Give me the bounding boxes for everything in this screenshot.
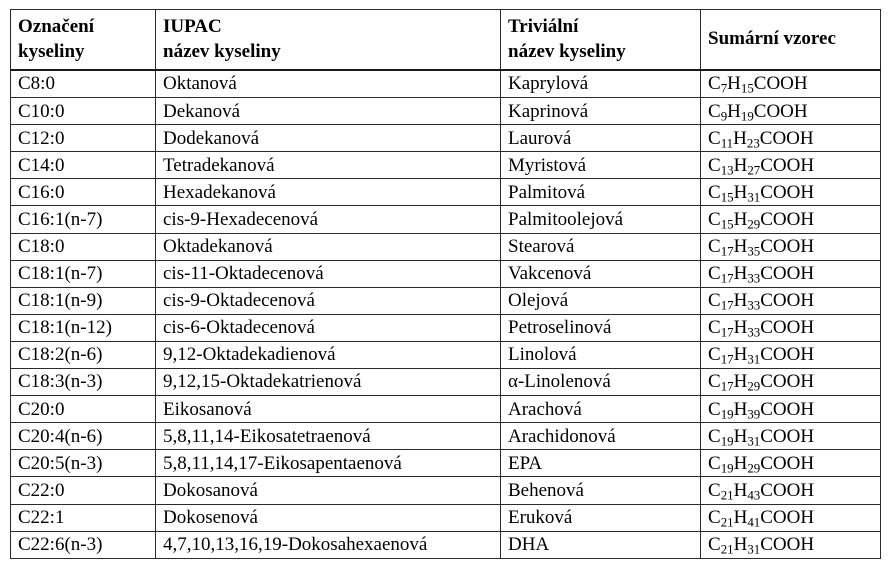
cell-iupac-name: Dekanová — [156, 98, 501, 125]
cell-trivial-name: Behenová — [501, 477, 701, 504]
formula-carbon-count: 17 — [720, 378, 734, 394]
cell-iupac-name: cis-9-Hexadecenová — [156, 206, 501, 233]
cell-summary-formula — [701, 287, 881, 314]
cell-summary-formula — [701, 260, 881, 287]
formula-hydrogen-symbol: H — [733, 452, 748, 474]
cell-trivial-name: Kaprylová — [501, 70, 701, 98]
cell-iupac-name: Dokosenová — [156, 504, 501, 531]
formula-hydrogen-count: 33 — [747, 297, 761, 313]
table-row — [11, 98, 881, 125]
cell-iupac-name: Oktanová — [156, 70, 501, 98]
formula-hydrogen-count: 35 — [747, 243, 761, 259]
formula-carbon-count: 17 — [720, 270, 734, 286]
formula-carbon-symbol: C — [708, 100, 721, 122]
formula-carboxyl-group: COOH — [760, 452, 815, 474]
cell-summary-formula — [701, 369, 881, 396]
formula-hydrogen-count: 31 — [747, 541, 761, 557]
cell-iupac-name: cis-9-Oktadecenová — [156, 287, 501, 314]
table-row — [11, 287, 881, 314]
cell-iupac-name: 5,8,11,14-Eikosatetraenová — [156, 423, 501, 450]
formula-carbon-count: 13 — [720, 162, 734, 178]
cell-summary-formula — [701, 233, 881, 260]
cell-trivial-name: Laurová — [501, 125, 701, 152]
formula-carbon-count: 15 — [720, 189, 734, 205]
cell-trivial-name: α-Linolenová — [501, 369, 701, 396]
formula-hydrogen-count: 31 — [747, 351, 761, 367]
formula-carboxyl-group: COOH — [760, 425, 815, 447]
column-header-designation — [11, 10, 156, 71]
formula-carbon-symbol: C — [708, 534, 721, 555]
formula-carbon-count: 11 — [720, 134, 734, 150]
table-row — [11, 125, 881, 152]
formula-carbon-symbol: C — [708, 73, 721, 95]
formula-hydrogen-symbol: H — [733, 127, 747, 149]
fatty-acids-table — [10, 9, 881, 559]
table-row — [11, 179, 881, 206]
formula-carbon-symbol: C — [708, 452, 721, 474]
cell-trivial-name: Stearová — [501, 233, 701, 260]
cell-summary-formula — [701, 531, 881, 558]
cell-trivial-name: Arachová — [501, 396, 701, 423]
formula-carbon-symbol: C — [708, 208, 721, 230]
formula-carbon-symbol: C — [708, 506, 721, 528]
formula-hydrogen-count: 15 — [740, 80, 754, 96]
table-row — [11, 70, 881, 98]
formula-carbon-count: 21 — [720, 487, 734, 503]
formula-carbon-symbol: C — [708, 317, 721, 339]
cell-designation: C18:1(n-7) — [11, 260, 156, 287]
cell-summary-formula — [701, 179, 881, 206]
table-row — [11, 314, 881, 341]
cell-designation: C22:0 — [11, 477, 156, 504]
formula-carboxyl-group: COOH — [760, 534, 815, 555]
cell-designation: C18:3(n-3) — [11, 369, 156, 396]
cell-summary-formula — [701, 504, 881, 531]
formula-carbon-symbol: C — [708, 398, 721, 420]
table-row — [11, 206, 881, 233]
formula-carbon-symbol: C — [708, 479, 721, 501]
table-row — [11, 477, 881, 504]
column-header-designation-line2: kyseliny — [18, 40, 85, 62]
formula-hydrogen-symbol: H — [733, 398, 748, 420]
cell-iupac-name: Dokosanová — [156, 477, 501, 504]
formula-carbon-symbol: C — [708, 371, 721, 393]
table-row — [11, 341, 881, 368]
cell-summary-formula — [701, 70, 881, 98]
cell-trivial-name: Eruková — [501, 504, 701, 531]
formula-hydrogen-count: 43 — [747, 487, 761, 503]
formula-carboxyl-group: COOH — [753, 73, 808, 95]
cell-summary-formula — [701, 477, 881, 504]
formula-hydrogen-symbol: H — [733, 208, 748, 230]
formula-carboxyl-group: COOH — [760, 371, 815, 393]
formula-carbon-symbol: C — [708, 425, 721, 447]
cell-designation: C12:0 — [11, 125, 156, 152]
formula-hydrogen-symbol: H — [733, 235, 748, 257]
cell-summary-formula — [701, 341, 881, 368]
formula-hydrogen-symbol: H — [733, 290, 748, 312]
formula-hydrogen-count: 23 — [746, 134, 760, 150]
formula-carboxyl-group: COOH — [760, 398, 815, 420]
header-row — [11, 10, 881, 71]
formula-hydrogen-count: 27 — [747, 162, 761, 178]
formula-hydrogen-symbol: H — [733, 263, 748, 285]
table-header — [11, 10, 881, 71]
cell-designation: C22:6(n-3) — [11, 531, 156, 558]
cell-iupac-name: cis-6-Oktadecenová — [156, 314, 501, 341]
formula-carboxyl-group: COOH — [760, 181, 815, 203]
formula-carboxyl-group: COOH — [760, 263, 815, 285]
formula-hydrogen-symbol: H — [733, 317, 748, 339]
formula-carbon-symbol: C — [708, 290, 721, 312]
table-row — [11, 396, 881, 423]
cell-trivial-name: Olejová — [501, 287, 701, 314]
formula-carbon-count: 9 — [720, 107, 728, 123]
formula-carbon-count: 17 — [720, 297, 734, 313]
column-header-designation-line1: Označení — [18, 16, 94, 38]
formula-carboxyl-group: COOH — [760, 154, 815, 176]
cell-designation: C18:2(n-6) — [11, 341, 156, 368]
formula-hydrogen-symbol: H — [733, 506, 748, 528]
formula-hydrogen-symbol: H — [733, 371, 748, 393]
cell-trivial-name: Palmitoolejová — [501, 206, 701, 233]
cell-summary-formula — [701, 98, 881, 125]
formula-carbon-count: 19 — [720, 432, 734, 448]
formula-hydrogen-count: 41 — [747, 514, 761, 530]
formula-carboxyl-group: COOH — [760, 344, 815, 366]
cell-trivial-name: Myristová — [501, 152, 701, 179]
formula-carbon-count: 7 — [720, 80, 728, 96]
formula-carboxyl-group: COOH — [760, 235, 815, 257]
cell-designation: C18:1(n-12) — [11, 314, 156, 341]
cell-iupac-name: 5,8,11,14,17-Eikosapentaenová — [156, 450, 501, 477]
formula-carbon-count: 17 — [720, 324, 734, 340]
formula-carbon-count: 17 — [720, 351, 734, 367]
formula-hydrogen-symbol: H — [727, 100, 741, 122]
column-header-trivial-line1: Triviální — [508, 16, 579, 38]
formula-carboxyl-group: COOH — [760, 290, 815, 312]
formula-hydrogen-count: 29 — [747, 460, 761, 476]
cell-summary-formula — [701, 396, 881, 423]
cell-trivial-name: DHA — [501, 531, 701, 558]
column-header-trivial — [501, 10, 701, 71]
table-row — [11, 369, 881, 396]
cell-iupac-name: 9,12,15-Oktadekatrienová — [156, 369, 501, 396]
cell-trivial-name: Arachidonová — [501, 423, 701, 450]
cell-designation: C14:0 — [11, 152, 156, 179]
cell-iupac-name: Oktadekanová — [156, 233, 501, 260]
formula-carbon-count: 19 — [720, 460, 734, 476]
cell-iupac-name: 4,7,10,13,16,19-Dokosahexaenová — [156, 531, 501, 558]
formula-hydrogen-count: 39 — [747, 405, 761, 421]
table-row — [11, 423, 881, 450]
formula-carboxyl-group: COOH — [760, 506, 815, 528]
cell-iupac-name: Dodekanová — [156, 125, 501, 152]
formula-carbon-symbol: C — [708, 344, 721, 366]
formula-carboxyl-group: COOH — [753, 100, 808, 122]
formula-hydrogen-symbol: H — [733, 181, 748, 203]
formula-carbon-symbol: C — [708, 263, 721, 285]
cell-trivial-name: Petroselinová — [501, 314, 701, 341]
formula-hydrogen-symbol: H — [733, 534, 748, 555]
formula-carbon-count: 17 — [720, 243, 734, 259]
cell-iupac-name: Tetradekanová — [156, 152, 501, 179]
table-row — [11, 504, 881, 531]
cell-designation: C10:0 — [11, 98, 156, 125]
cell-iupac-name: 9,12-Oktadekadienová — [156, 341, 501, 368]
column-header-formula-line1: Sumární vzorec — [708, 28, 836, 50]
table-body — [11, 70, 881, 558]
cell-designation: C8:0 — [11, 70, 156, 98]
cell-summary-formula — [701, 152, 881, 179]
cell-designation: C20:4(n-6) — [11, 423, 156, 450]
formula-carbon-symbol: C — [708, 235, 721, 257]
cell-designation: C18:1(n-9) — [11, 287, 156, 314]
formula-carbon-symbol: C — [708, 127, 721, 149]
formula-carbon-count: 21 — [720, 541, 734, 557]
column-header-iupac-line1: IUPAC — [163, 16, 222, 38]
cell-designation: C20:5(n-3) — [11, 450, 156, 477]
column-header-iupac — [156, 10, 501, 71]
formula-carbon-symbol: C — [708, 181, 721, 203]
formula-hydrogen-count: 19 — [740, 107, 754, 123]
cell-designation: C20:0 — [11, 396, 156, 423]
table-row — [11, 531, 881, 558]
formula-carbon-symbol: C — [708, 154, 721, 176]
cell-designation: C16:0 — [11, 179, 156, 206]
formula-carboxyl-group: COOH — [760, 208, 815, 230]
table-row — [11, 260, 881, 287]
cell-summary-formula — [701, 423, 881, 450]
cell-trivial-name: Linolová — [501, 341, 701, 368]
cell-iupac-name: cis-11-Oktadecenová — [156, 260, 501, 287]
column-header-iupac-line2: název kyseliny — [163, 40, 281, 62]
formula-carbon-count: 19 — [720, 405, 734, 421]
formula-hydrogen-count: 29 — [747, 378, 761, 394]
formula-hydrogen-count: 29 — [747, 216, 761, 232]
formula-hydrogen-count: 31 — [747, 432, 761, 448]
formula-hydrogen-symbol: H — [733, 344, 748, 366]
table-row — [11, 450, 881, 477]
formula-hydrogen-symbol: H — [733, 479, 748, 501]
cell-designation: C16:1(n-7) — [11, 206, 156, 233]
cell-summary-formula — [701, 314, 881, 341]
table-row — [11, 152, 881, 179]
column-header-formula — [701, 10, 881, 71]
cell-designation: C22:1 — [11, 504, 156, 531]
formula-carboxyl-group: COOH — [759, 127, 814, 149]
formula-hydrogen-count: 31 — [747, 189, 761, 205]
formula-carboxyl-group: COOH — [760, 479, 815, 501]
formula-hydrogen-count: 33 — [747, 270, 761, 286]
formula-hydrogen-symbol: H — [727, 73, 741, 95]
formula-hydrogen-symbol: H — [733, 154, 748, 176]
cell-summary-formula — [701, 450, 881, 477]
formula-carbon-count: 21 — [720, 514, 734, 530]
table-row — [11, 233, 881, 260]
cell-trivial-name: Palmitová — [501, 179, 701, 206]
formula-hydrogen-count: 33 — [747, 324, 761, 340]
cell-trivial-name: EPA — [501, 450, 701, 477]
cell-summary-formula — [701, 206, 881, 233]
cell-trivial-name: Kaprinová — [501, 98, 701, 125]
formula-carboxyl-group: COOH — [760, 317, 815, 339]
cell-designation: C18:0 — [11, 233, 156, 260]
cell-trivial-name: Vakcenová — [501, 260, 701, 287]
cell-iupac-name: Hexadekanová — [156, 179, 501, 206]
formula-hydrogen-symbol: H — [733, 425, 748, 447]
formula-carbon-count: 15 — [720, 216, 734, 232]
cell-iupac-name: Eikosanová — [156, 396, 501, 423]
column-header-trivial-line2: název kyseliny — [508, 40, 626, 62]
cell-summary-formula — [701, 125, 881, 152]
